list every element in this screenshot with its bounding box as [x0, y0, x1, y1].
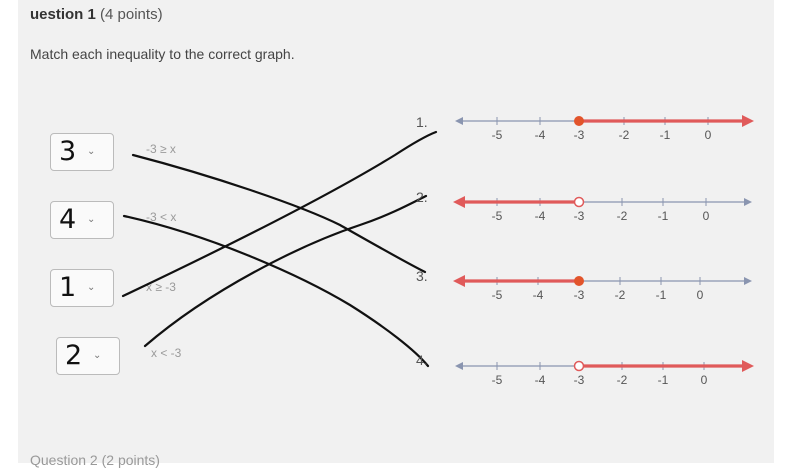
tick-label: 0: [704, 128, 712, 142]
graph-number-1: 1.: [416, 114, 428, 130]
match-select-value: 2: [65, 340, 83, 371]
tick-label: -5: [491, 373, 503, 387]
match-select-value: 4: [59, 204, 77, 235]
tick-label: -4: [534, 128, 546, 142]
tick-label: -1: [659, 128, 671, 142]
tick-label: 0: [700, 373, 708, 387]
chevron-down-icon: ⌄: [87, 214, 96, 225]
tick-label: -3: [573, 373, 585, 387]
match-select-1[interactable]: [50, 133, 114, 171]
tick-label: 0: [702, 209, 710, 223]
graph-number-4: 4.: [416, 352, 428, 368]
match-select-value: 3: [59, 136, 77, 167]
tick-label: -3: [573, 128, 585, 142]
match-select-3[interactable]: [50, 269, 114, 307]
question-instruction: Match each inequality to the correct graph.: [30, 46, 295, 62]
tick-label: -1: [657, 373, 669, 387]
chevron-down-icon: ⌄: [93, 350, 102, 361]
tick-label: -5: [491, 209, 503, 223]
tick-label: -2: [616, 209, 628, 223]
graph-number-2: 2.: [416, 189, 428, 205]
inequality-label-1: -3 ≥ x: [146, 142, 176, 156]
match-select-value: 1: [59, 272, 77, 303]
tick-label: -3: [573, 288, 585, 302]
tick-label: -5: [491, 288, 503, 302]
tick-label: -4: [532, 288, 544, 302]
tick-label: -4: [534, 209, 546, 223]
graph-number-3: 3.: [416, 268, 428, 284]
inequality-label-4: x < -3: [151, 346, 182, 360]
question-panel: [18, 0, 774, 468]
match-select-2[interactable]: [50, 201, 114, 239]
tick-label: -2: [618, 128, 630, 142]
tick-label: -5: [491, 128, 503, 142]
tick-label: 0: [696, 288, 704, 302]
inequality-label-2: -3 < x: [146, 210, 177, 224]
tick-label: -1: [657, 209, 669, 223]
tick-label: -2: [616, 373, 628, 387]
tick-label: -1: [655, 288, 667, 302]
question-points: (4 points): [100, 6, 163, 23]
tick-label: -4: [534, 373, 546, 387]
tick-label: -3: [573, 209, 585, 223]
chevron-down-icon: ⌄: [87, 146, 96, 157]
tick-label: -2: [614, 288, 626, 302]
match-select-4[interactable]: [56, 337, 120, 375]
question-title: uestion 1 (4 points): [30, 6, 163, 23]
inequality-label-3: x ≥ -3: [146, 280, 176, 294]
chevron-down-icon: ⌄: [87, 282, 96, 293]
next-question-title: Question 2 (2 points): [30, 452, 160, 468]
